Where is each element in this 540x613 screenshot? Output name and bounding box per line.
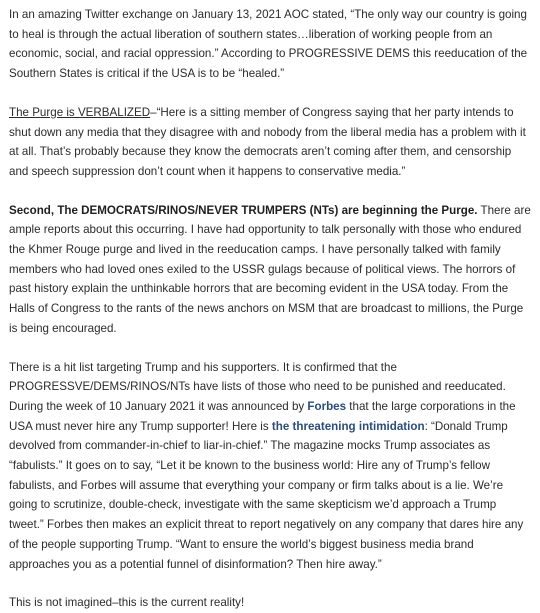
purge-verbalized-heading: The Purge is VERBALIZED [9, 105, 151, 119]
paragraph-purge-beginning [9, 201, 531, 339]
paragraph-text: : “Donald Trump devolved from commander-in-chief to liar-in-chief.” The magazine mocks Trump associates as “fabulists.” It goes on to say, “Let it be known to the business world: Hire any of Trump’s fellow fabulists, and Forbes will assume that everything your company or firm talks about is a lie. We’re going to scrutinize, double-check, investigate with the same skepticism we’d approach a Trump tweet.” Forbes then makes an explicit threat to report negatively on any company that dares hire any of the people supporting Trump. “Want to ensure the world’s biggest business media brand approaches you as a potential funnel of disinformation? Then hire away.” [9, 419, 524, 571]
paragraph-text: that the large corporations in the USA must never hire any Trump supporter! Here is [9, 399, 516, 433]
paragraph-text: There is a hit list targeting Trump and his supporters. It is confirmed that the PROGRESSVE/DEMS/RINOS/NTs have lists of those who need to be punished and reeducated. During the week of 10 January 2021 it was announced by [9, 360, 506, 413]
paragraph-text: In an amazing Twitter exchange on January 13, 2021 AOC stated, “The only way our country is going to heal is through the actual liberation of southern states…liberation of working people from an economic, social, and racial oppression.” According to PROGRESSIVE DEMS this reeducation of the Southern States is critical if the USA is to be “healed.” [9, 8, 528, 81]
purge-beginning-heading: Second, The DEMOCRATS/RINOS/NEVER TRUMPERS (NTs) are beginning the Purge. [9, 203, 478, 217]
paragraph-conclusion [9, 593, 531, 613]
paragraph-text: There are ample reports about this occurring. I have had opportunity to talk personally with those who endured the Khmer Rouge purge and lived in the reeducation camps. I have personally talked with family members who had loved ones exiled to the USSR gulags because of political views. The horrors of past history explain the unthinkable horrors that are becoming evident in the USA today. From the Halls of Congress to the rants of the news anchors on MSM that are broadcast to millions, the Purge is being encouraged. [9, 203, 531, 335]
threatening-intimidation-link[interactable]: the threatening intimidation [271, 419, 425, 433]
forbes-link[interactable]: Forbes [307, 399, 347, 413]
paragraph-text: This is not imagined–this is the current reality! [9, 596, 245, 610]
paragraph-aoc-quote [9, 5, 531, 84]
paragraph-hit-list [9, 358, 531, 575]
paragraph-text: –“Here is a sitting member of Congress saying that her party intends to shut down any media that they disagree with and nobody from the liberal media has a problem with it at all. That’s probably because they know the democrats aren’t coming after them, and censorship and speech suppression don’t count when it happens to conservative media.” [9, 105, 526, 178]
paragraph-purge-verbalized [9, 103, 531, 182]
